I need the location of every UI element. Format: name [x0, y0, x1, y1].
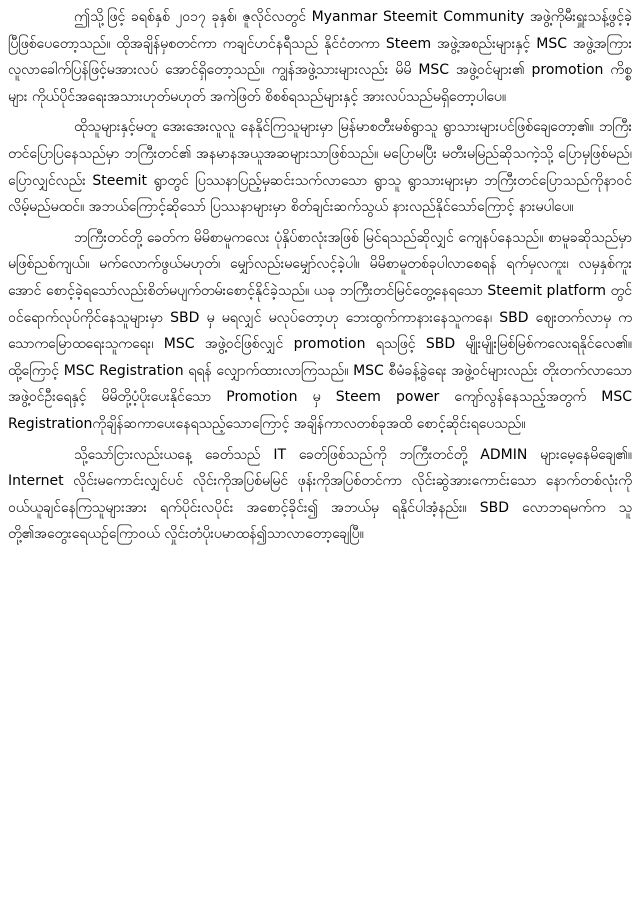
paragraph-3: ဘကြီးတင်တို့ ခေတ်က မိမိစာမူကလေး ပုံနှိပ်စာလုံးအဖြစ် မြင်ရသည်ဆိုလျှင် ကျေနပ်နေသည်။ စာမူခဆိုသည်မှာ မဖြစ်ညစ်ကျယ်။ မက်လောက်ဖွယ်မဟုတ်၊ မျှော်လည်းမမျှော်လင့်ခဲ့ပါ။ မိမိစာမူတစ်ခုပါလာစေရန် ရက်မှလကူး၊ လမှနှစ်ကူးအောင် စောင့်ခဲ့ရသော်လည်းစိတ်မပျက်တမ်းစောင့်နိုင်ခဲ့သည်။ ယခု ဘကြီးတင်မြင်တွေ့နေရသော Steemit platform တွင် ဝင်ရောက်လုပ်ကိုင်နေသူများမှာ SBD မှ မရလျှင် မလုပ်တော့ဟု ဘေးထွက်ကာနားနေသူကနေ၊ SBD စျေးတက်လာမှ ကသောကမြောထရေးသူကရေး၊ MSC အဖွဲ့ဝင်ဖြစ်လျှင် promotion ရသဖြင့် SBD မျိုးမျိုးမြစ်မြစ်ကလေးရနိုင်လေ၏။ ထို့ကြောင့် MSC Registration ရရန် လျှောက်ထားလာကြသည်။ MSC စီမံခန့်ခွဲရေး အဖွဲ့ဝင်များလည်း တိုးတက်လာသောအဖွဲ့ဝင်ဦးရေနှင့် မိမိတို့ပံ့ပိုးပေးနိုင်သော Promotion မှ Steem power ကျော်လွန်နေသည့်အတွက် MSC Registrationကိုချိန်ဆကာပေးနေရသည့်သောကြောင့် အချိန်ကာလတစ်ခုအထိ စောင့်ဆိုင်းရပေသည်။ [8, 229, 632, 432]
paragraph-1: ဤသို့ဖြင့် ခရစ်နှစ် ၂၀၁၇ ခုနှစ်၊ ဇူလိုင်လတွင် Myanmar Steemit Community အဖွဲ့ကိုမီးရှူးသန့်ဖွင့်ခဲ့ပြီဖြစ်ပေတော့သည်။ ထိုအချိန်မှစတင်ကာ ကချင်ဟင်နရီသည် နိုင်ငံတကာ Steem အဖွဲ့အစည်းများနှင့် MSC အဖွဲ့အကြား လူလာခေါက်ပြန်ဖြင့်မအားလပ် အောင်ရှိတော့သည်။ ကျွန်အဖွဲ့သားများလည်း မိမိ MSC အဖွဲ့ဝင်များ၏ promotion ကိစ္စများ ကိုယ်ပိုင်အရေးအသားဟုတ်မဟုတ် အကဲဖြတ် စိစစ်ရသည်များနှင့် အားလပ်သည်မရှိတော့ပါပေ။ [8, 9, 632, 105]
paragraph-2: ထိုသူများနှင့်မတူ အေးအေးလူလူ နေနိုင်ကြသူများမှာ မြန်မာစတီးမစ်ရွာသူ ရွာသားများပင်ဖြစ်ချေတော့၏။ ဘကြီးတင်ပြောပြနေသည်မှာ ဘကြီးတင်၏ အနမာနအယူအဆများသာဖြစ်သည်။ မပြောမပြီး မတီးမမြည်ဆိုသကဲ့သို့ ပြောမှဖြစ်မည်၊ ပြောလျှင်လည်း Steemit ရွာတွင် ပြဿနာပြည့်မှဆင်းသက်လာသော ရွာသူ ရွာသားများမှာ ဘကြီးတင်ပြောသည်ကိုနာဝင်လိမ့်မည်မထင်။ အဘယ်ကြောင့်ဆိုသော် ပြဿနာများမှာ စိတ်ချင်းဆက်သွယ် နားလည်နိုင်သော်ကြောင့် နားမပါပေ။ [8, 119, 632, 216]
paragraph-4: သို့သော်ငြားလည်းယနေ့ ခေတ်သည် IT ခေတ်ဖြစ်သည်ကို ဘကြီးတင်တို့ ADMIN များမေ့နေမိချေ၏။ Internet လိုင်းမကောင်းလျှင်ပင် လိုင်းကိုအပြစ်မမြင် ဖုန်းကိုအပြစ်တင်ကာ လိုင်းဆွဲအားကောင်းသော နောက်တစ်လုံးကို ဝယ်ယူချင်နေကြသူများအား ရက်ပိုင်းလပိုင်း အစောင့်ခိုင်း၍ အဘယ်မှ ရနိုင်ပါအံ့နည်း။ SBD လောဘရမက်က သူတို့၏အတွေးရေယဉ်ကြောဝယ် လှိုင်းတံပိုးပမာထန်၍သာလာတော့ချေပြီ။ [8, 446, 632, 543]
